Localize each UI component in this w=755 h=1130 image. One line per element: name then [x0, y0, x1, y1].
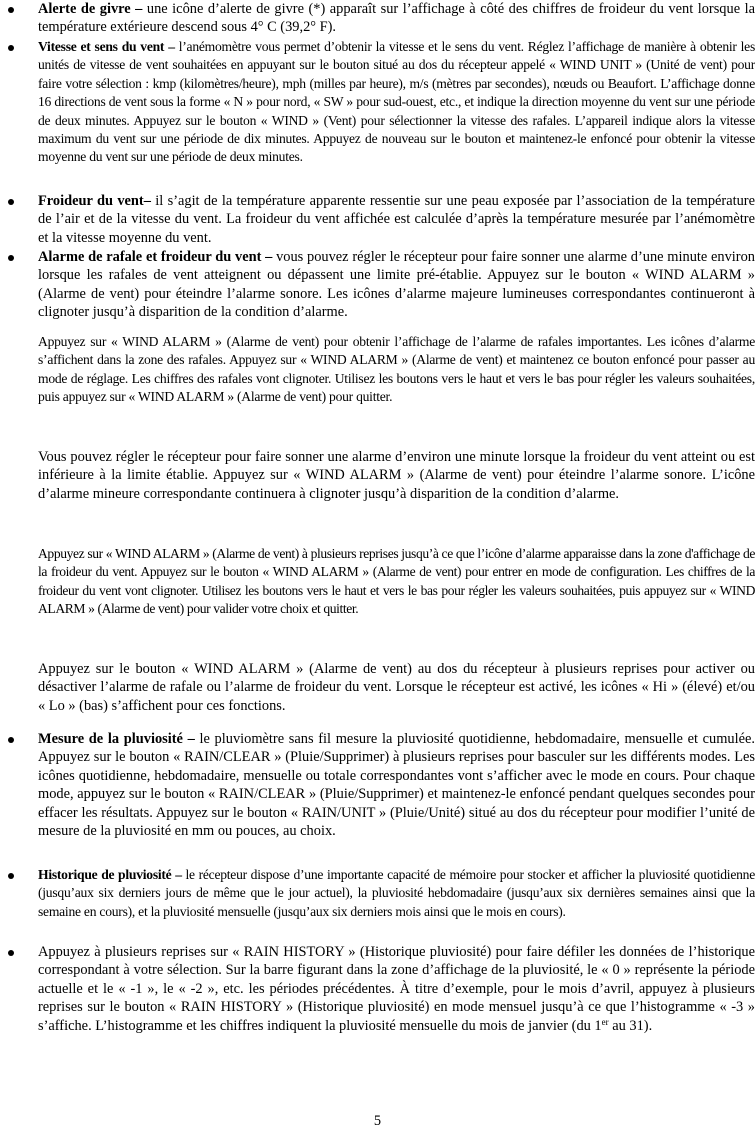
bullet-icon — [8, 7, 14, 13]
paragraph-chill-alarm-setup: Appuyez sur « WIND ALARM » (Alarme de vent) à plusieurs reprises jusqu’à ce que l’icône d’alarme apparaisse dans la zone d'affichage de la froideur du vent. Appuyez sur le bouton « WIND ALARM » (Alarme de vent) pour entrer en mode de configuration. Les chiffres de la froideur du vent vont clignoter. Utilisez les boutons vers le haut et vers le bas pour régler les valeurs souhaitées, puis appuyez sur « WIND ALARM » (Alarme de vent) pour valider votre choix et quitter. — [38, 546, 755, 617]
item-title: Vitesse et sens du vent – — [38, 39, 175, 54]
item-text: le pluviomètre sans fil mesure la pluviosité quotidienne, hebdomadaire, mensuelle et cumulée. Appuyez sur le bouton « RAIN/CLEAR » (Pluie/Supprimer) à plusieurs reprises pour basculer sur les différents modes. Les icônes quotidienne, hebdomadaire, mensuelle ou totale correspondantes vont s’afficher avec le mode en cours. Pour chaque mode, appuyez sur le bouton « RAIN/CLEAR » (Pluie/Supprimer) et maintenez-le enfoncé pendant quelques secondes pour effacer les résultats. Appuyez sur le bouton « RAIN/UNIT » (Pluie/Unité) situé au dos du récepteur pour modifier l’unité de mesure de la pluviosité en mm ou pouces, au choix. — [38, 731, 755, 840]
item-text: vous pouvez régler le récepteur pour faire sonner une alarme d’une minute environ lorsque les rafales de vent atteignent ou dépassent une limite pré-établie. Appuyez sur le bouton « WIND ALARM » (Alarme de vent) pour éteindre l’alarme sonore. Les icônes d’alarme majeure lumineuses correspondantes continueront à clignoter jusqu’à disparition de la condition d’alarme. — [38, 249, 755, 321]
item-text: Appuyez à plusieurs reprises sur « RAIN HISTORY » (Historique pluviosité) pour faire défiler les données de l’historique correspondant à votre sélection. Sur la barre figurant dans la zone d’affichage de la pluviosité, le « 0 » représente la période actuelle et le « -1 », le « -2 », etc. les périodes précédentes. À titre d’exemple, pour le mois d’avril, appuyez à plusieurs reprises sur le bouton « RAIN HISTORY » (Historique pluviosité) en mode mensuel jusqu’à ce que l’histogramme « -3 » s’affiche. L’histogramme et les chiffres indiquent la pluviosité mensuelle du mois de janvier (du 1 — [38, 944, 755, 1034]
paragraph-gust-alarm-setup: Appuyez sur « WIND ALARM » (Alarme de vent) pour obtenir l’affichage de l’alarme de rafales importantes. Les icônes d’alarme s’affichent dans la zone des rafales. Appuyez sur « WIND ALARM » (Alarme de vent) et maintenez ce bouton enfoncé pour passer au mode de réglage. Les chiffres des rafales vont clignoter. Utilisez les boutons vers le haut et vers le bas pour régler les valeurs souhaitées, puis appuyez sur « WIND ALARM » (Alarme de vent) pour quitter. — [38, 334, 755, 405]
item-text: l’anémomètre vous permet d’obtenir la vitesse et le sens du vent. Réglez l’affichage de manière à obtenir les unités de vitesse de vent souhaitées en appuyant sur le bouton situé au dos du récepteur appelé « WIND UNIT » (Unité de vent) pour faire votre sélection : kmp (kilomètres/heure), mph (milles par heure), m/s (mètres par secondes), nœuds ou Beaufort. L’affichage donne 16 directions de vent sous la forme « N » pour nord, « SW » pour sud-ouest, etc., et indique la direction moyenne du vent sur une période de deux minutes. Appuyez sur le bouton « WIND » (Vent) pour sélectionner la vitesse des rafales. L’appareil indique alors la vitesse maximum du vent sur une période de dix minutes. Appuyez de nouveau sur le bouton et maintenez-le enfoncé pour obtenir la vitesse moyenne du vent sur une période de deux minutes. — [38, 39, 755, 165]
bullet-icon — [8, 873, 14, 879]
bullet-icon — [8, 737, 14, 743]
page-number: 5 — [373, 1113, 382, 1129]
bullet-icon — [8, 45, 14, 51]
list-item-rain-history-scroll — [38, 943, 755, 1035]
item-title: Froideur du vent– — [38, 193, 151, 209]
item-title: Alarme de rafale et froideur du vent – — [38, 249, 273, 265]
bullet-icon — [8, 950, 14, 956]
item-text: il s’agit de la température apparente ressentie sur une peau exposée par l’association de la température de l’air et de la vitesse du vent. La froideur du vent affichée est calculée d’après la température mesurée par l’anémomètre et la vitesse moyenne du vent. — [38, 193, 755, 246]
item-title: Historique de pluviosité – — [38, 867, 182, 882]
item-text-end: au 31). — [608, 1017, 653, 1034]
paragraph-alarm-toggle: Appuyez sur le bouton « WIND ALARM » (Alarme de vent) au dos du récepteur à plusieurs reprises pour activer ou désactiver l’alarme de rafale ou l’alarme de froideur du vent. Lorsque le récepteur est activé, les icônes « Hi » (élevé) et/ou « Lo » (bas) s’affichent pour ces fonctions. — [38, 661, 755, 714]
superscript: er — [601, 1016, 609, 1027]
list-item-gust-alarm — [38, 248, 755, 322]
bullet-icon — [8, 199, 14, 205]
paragraph-chill-alarm: Vous pouvez régler le récepteur pour faire sonner une alarme d’environ une minute lorsque la froideur du vent atteint ou est inférieure à la limite établie. Appuyez sur « WIND ALARM » (Alarme de vent) pour éteindre l’alarme sonore. L’icône d’alarme mineure correspondante continuera à clignoter jusqu’à disparition de la condition d’alarme. — [38, 449, 755, 502]
item-text: le récepteur dispose d’une importante capacité de mémoire pour stocker et afficher la pluviosité quotidienne (jusqu’aux six derniers jours de même que le jour actuel), la pluviosité hebdomadaire (jusqu’aux six dernières semaines ainsi que la semaine en cours), et la pluviosité mensuelle (jusqu’aux six derniers mois ainsi que le mois en cours). — [38, 867, 755, 919]
bullet-icon — [8, 255, 14, 261]
list-item-rain-history — [38, 866, 755, 921]
list-item-frost-alert — [38, 0, 755, 37]
item-text: une icône d’alerte de givre (*) apparaît sur l’affichage à côté des chiffres de froideur du vent lorsque la température extérieure descend sous 4° C (39,2° F). — [38, 1, 755, 36]
item-title: Mesure de la pluviosité – — [38, 731, 195, 747]
list-item-wind-speed — [38, 38, 755, 167]
list-item-rainfall — [38, 730, 755, 840]
item-title: Alerte de givre – — [38, 1, 143, 17]
list-item-wind-chill — [38, 192, 755, 247]
